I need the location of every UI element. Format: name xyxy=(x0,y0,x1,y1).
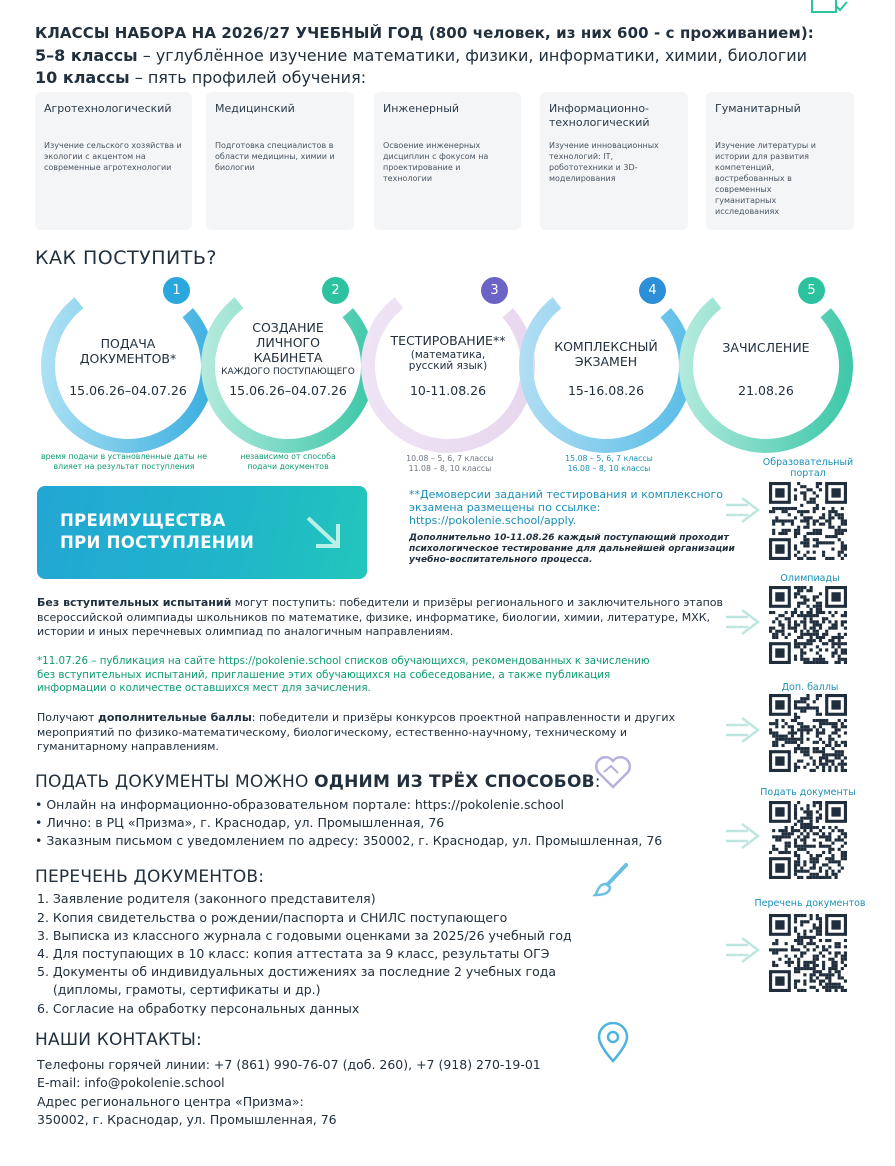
arrow-right-icon xyxy=(724,716,762,744)
contacts-email[interactable]: E-mail: info@pokolenie.school xyxy=(37,1075,225,1090)
no-exams-bold: Без вступительных испытаний xyxy=(37,596,232,609)
advantages-line-1: ПРЕИМУЩЕСТВА xyxy=(60,511,226,530)
extra-points-text: : победители и призёры конкурсов проектной направленности и других мероприятий по физико-математическому, биологическому, естественно-научному, техническому и гуманитарному направлениям. xyxy=(37,711,676,753)
profile-desc: Подготовка специалистов в области медицины, химии и биологии xyxy=(215,141,335,172)
no-exams-paragraph xyxy=(37,596,727,640)
profile-title: Медицинский xyxy=(215,102,295,115)
qr-label: Олимпиады xyxy=(780,573,840,584)
grades-5-8-label: 5–8 классы xyxy=(35,46,138,65)
advantages-text xyxy=(60,510,254,554)
document-check-icon xyxy=(806,0,848,18)
brush-icon xyxy=(592,862,632,898)
step-note: 15.08 – 5, 6, 7 классы 16.08 – 8, 10 классы xyxy=(565,454,653,473)
arrow-right-icon xyxy=(724,496,762,524)
contacts-phones[interactable]: Телефоны горячей линии: +7 (861) 990-76-07 (доб. 260), +7 (918) 270-19-01 xyxy=(37,1057,541,1072)
profile-desc: Изучение литературы и истории для развития компетенций, востребованных в современных гуманитарных исследованиях xyxy=(715,141,816,216)
profile-title: Агротехнологический xyxy=(44,102,172,115)
profile-card xyxy=(540,92,688,230)
profile-title: Гуманитарный xyxy=(715,102,801,115)
document-item: (дипломы, грамоты, сертификаты и др.) xyxy=(37,982,321,997)
step-title: ТЕСТИРОВАНИЕ** xyxy=(390,333,506,348)
document-item: 4. Для поступающих в 10 класс: копия аттестата за 9 класс, результаты ОГЭ xyxy=(37,946,550,961)
document-item: 3. Выписка из классного журнала с годовыми оценками за 2025/26 учебный год xyxy=(37,928,572,943)
grades-10-label: 10 классы xyxy=(35,68,130,87)
publication-note: *11.07.26 – публикация на сайте https://pokolenie.school списков обучающихся, рекомендованных к зачислению без вступительных испытаний, приглашение этих обучающихся на собеседование, а также публикация информации о количестве оставшихся мест для зачисления. xyxy=(37,655,650,694)
step-date: 21.08.26 xyxy=(738,383,794,398)
document-item: 2. Копия свидетельства о рождении/паспорта и СНИЛС поступающего xyxy=(37,910,508,925)
arrow-down-right-icon xyxy=(302,514,346,554)
how-to-apply-title: КАК ПОСТУПИТЬ? xyxy=(35,247,217,269)
step-date: 15.06.26–04.07.26 xyxy=(69,383,187,398)
extra-points-prefix: Получают xyxy=(37,711,98,724)
document-item: 5. Документы об индивидуальных достижениях за последние 2 учебных года xyxy=(37,964,557,979)
profile-desc: Изучение инновационных технологий: IT, робототехники и 3D-моделирования xyxy=(549,141,659,183)
qr-label: Перечень документов xyxy=(754,898,866,909)
step-number-badge: 4 xyxy=(639,277,666,304)
step-title: КОМПЛЕКСНЫЙ ЭКЗАМЕН xyxy=(554,339,658,369)
document-item: 6. Согласие на обработку персональных данных xyxy=(37,1001,360,1016)
document-item: 1. Заявление родителя (законного представителя) xyxy=(37,891,376,906)
qr-label: Доп. баллы xyxy=(781,682,839,693)
qr-code-olympiads[interactable] xyxy=(769,586,847,664)
contacts-address-label: Адрес регионального центра «Призма»: xyxy=(37,1094,304,1109)
step-note: время подачи в установленные даты не влияет на результат поступления xyxy=(41,452,207,471)
profile-card xyxy=(35,92,192,230)
grades-5-8-line xyxy=(35,46,807,65)
step-note: 10.08 – 5, 6, 7 классы 11.08 – 8, 10 классы xyxy=(406,454,494,473)
arrow-right-icon xyxy=(724,822,762,850)
location-pin-icon xyxy=(596,1022,630,1064)
grades-10-line xyxy=(35,68,366,87)
contacts-address: 350002, г. Краснодар, ул. Промышленная, 76 xyxy=(37,1112,337,1127)
step-title: ПОДАЧА ДОКУМЕНТОВ* xyxy=(79,336,177,366)
grades-10-text: – пять профилей обучения: xyxy=(129,68,367,87)
qr-code-submit[interactable] xyxy=(769,801,847,879)
classes-title: КЛАССЫ НАБОРА НА 2026/27 УЧЕБНЫЙ ГОД (800 человек, из них 600 - с проживанием): xyxy=(35,24,814,42)
submit-title xyxy=(35,772,601,792)
step-subtitle: КАЖДОГО ПОСТУПАЮЩЕГО xyxy=(221,367,355,377)
arrow-right-icon xyxy=(724,936,762,964)
documents-title: ПЕРЕЧЕНЬ ДОКУМЕНТОВ: xyxy=(35,867,265,887)
step-ring-5 xyxy=(653,268,878,468)
extra-points-bold: дополнительные баллы xyxy=(97,711,252,724)
profile-desc: Освоение инженерных дисциплин с фокусом на проектирование и технологии xyxy=(383,141,489,183)
step-subtitle: (математика, русский язык) xyxy=(408,349,488,372)
advantages-line-2: ПРИ ПОСТУПЛЕНИИ xyxy=(60,533,255,552)
profile-title: Инженерный xyxy=(383,102,460,115)
profile-card xyxy=(206,92,354,230)
no-exams-text: могут поступить: победители и призёры регионального и заключительного этапов всероссийской олимпиады школьников по математике, физике, информатике, биологии, химии, литературе, МХК, истории и иных перечневых олимпиад по аналогичным направлениям. xyxy=(37,596,723,638)
handshake-heart-icon xyxy=(594,754,632,790)
step-number-badge: 5 xyxy=(798,277,825,304)
profile-desc: Изучение сельского хозяйства и экологии с акцентом на современные агротехнологии xyxy=(44,141,182,172)
qr-code-documents[interactable] xyxy=(769,914,847,992)
qr-label: Образовательный портал xyxy=(762,457,854,479)
profile-title: Информационно-технологический xyxy=(549,102,650,129)
step-date: 15.06.26–04.07.26 xyxy=(229,383,347,398)
step-date: 10-11.08.26 xyxy=(409,383,487,398)
qr-code-portal[interactable] xyxy=(769,482,847,560)
arrow-right-icon xyxy=(724,608,762,636)
contacts-title: НАШИ КОНТАКТЫ: xyxy=(35,1030,202,1050)
step-number-badge: 2 xyxy=(322,277,349,304)
demo-note: **Демоверсии заданий тестирования и комплексного экзамена размещены по ссылке: https://pokolenie.school/apply. xyxy=(409,488,723,527)
step-note: независимо от способа подачи документов xyxy=(240,452,336,471)
grades-5-8-text: – углублённое изучение математики, физики, информатики, химии, биологии xyxy=(137,46,808,65)
step-number-badge: 1 xyxy=(163,277,190,304)
submit-method: • Лично: в РЦ «Призма», г. Краснодар, ул. Промышленная, 76 xyxy=(35,815,445,830)
submit-title-bold: ОДНИМ ИЗ ТРЁХ СПОСОБОВ xyxy=(314,772,595,792)
step-date: 15-16.08.26 xyxy=(567,383,645,398)
submit-method: • Онлайн на информационно-образовательном портале: https://pokolenie.school xyxy=(35,797,565,812)
psych-test-note: Дополнительно 10-11.08.26 каждый поступающий проходит психологическое тестирование для дальнейшей организации учебно-воспитательного процесса. xyxy=(409,533,735,565)
extra-points-paragraph xyxy=(37,711,677,755)
step-title: ЗАЧИСЛЕНИЕ xyxy=(722,340,810,355)
submit-title-prefix: ПОДАТЬ ДОКУМЕНТЫ МОЖНО xyxy=(35,772,315,792)
profile-card xyxy=(374,92,521,230)
step-number-badge: 3 xyxy=(481,277,508,304)
submit-title-suffix: : xyxy=(594,772,601,792)
qr-label: Подать документы xyxy=(760,787,856,798)
profile-card xyxy=(706,92,854,230)
submit-method: • Заказным письмом с уведомлением по адресу: 350002, г. Краснодар, ул. Промышленная, 76 xyxy=(35,833,663,848)
step-title: СОЗДАНИЕ ЛИЧНОГО КАБИНЕТА xyxy=(252,320,324,365)
qr-code-extra-points[interactable] xyxy=(769,694,847,772)
